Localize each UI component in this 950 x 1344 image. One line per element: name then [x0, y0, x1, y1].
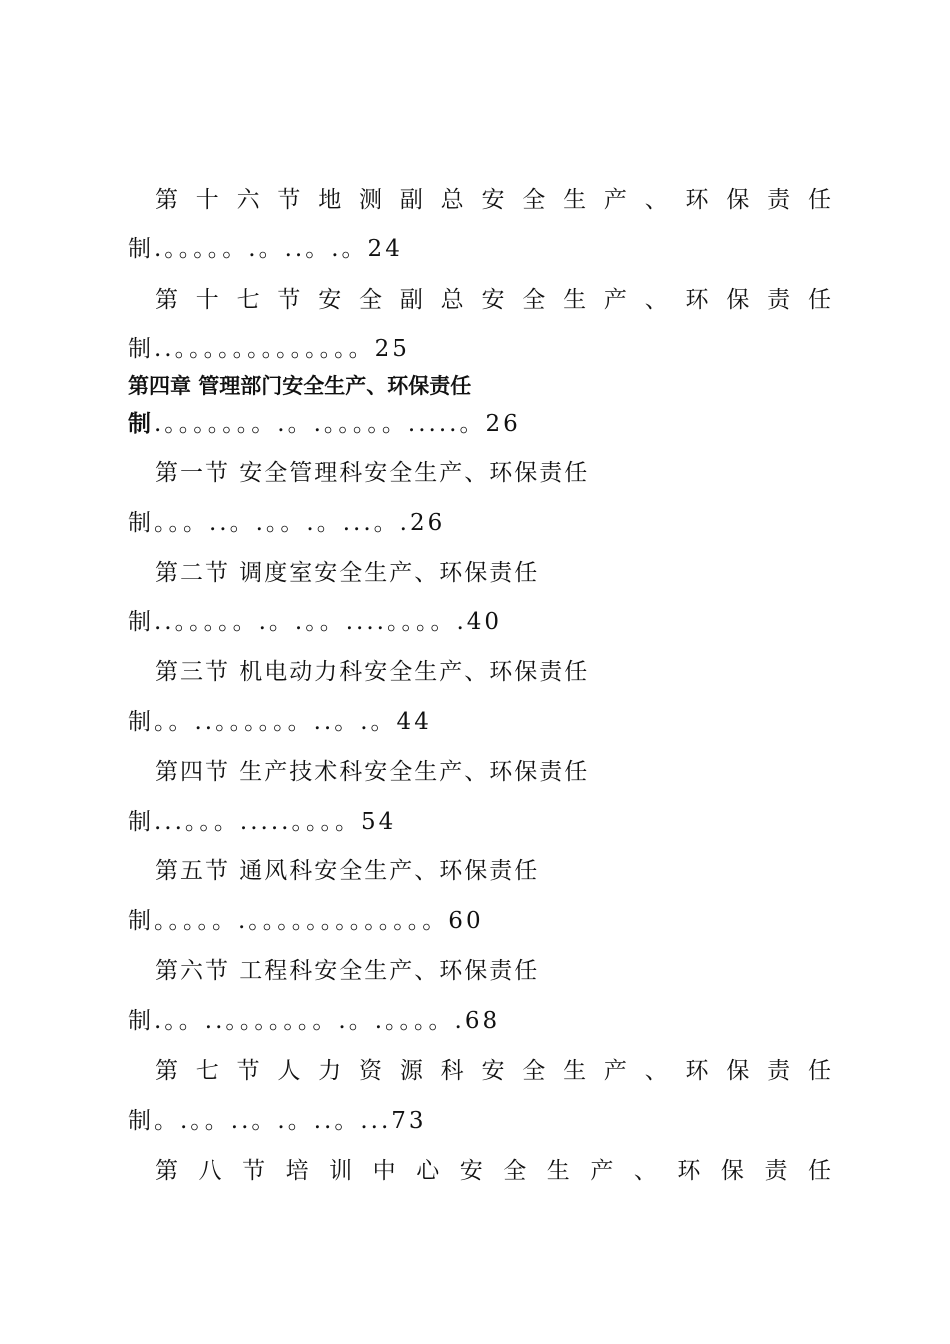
toc-continuation-chapter-4	[128, 409, 521, 439]
toc-heading-section-3: 第三节 机电动力科安全生产、环保责任	[155, 659, 590, 685]
toc-continuation-section-16: 制.。。。。。.。..。.。24	[128, 236, 403, 262]
toc-continuation-section-17: 制..。。。。。。。。。。。。。25	[128, 336, 410, 362]
toc-heading-section-1: 第一节 安全管理科安全生产、环保责任	[155, 460, 590, 486]
toc-heading-section-16: 第 十 六 节 地 测 副 总 安 全 生 产 、 环 保 责 任	[155, 187, 831, 213]
toc-continuation-section-7: 制。.。。..。.。..。...73	[128, 1108, 427, 1134]
toc-continuation-section-4: 制...。。。.....。。。。54	[128, 809, 397, 835]
toc-heading-section-7: 第 七 节 人 力 资 源 科 安 全 生 产 、 环 保 责 任	[155, 1058, 831, 1084]
toc-continuation-section-3: 制。。..。。。。。。..。.。44	[128, 709, 432, 735]
toc-heading-section-8: 第 八 节 培 训 中 心 安 全 生 产 、 环 保 责 任	[155, 1158, 831, 1184]
toc-continuation-section-2: 制..。。。。。.。.。。....。。。。.40	[128, 609, 503, 635]
toc-heading-chapter-4: 第四章 管理部门安全生产、环保责任	[128, 374, 472, 398]
toc-heading-section-2: 第二节 调度室安全生产、环保责任	[155, 560, 540, 586]
toc-heading-section-17: 第 十 七 节 安 全 副 总 安 全 生 产 、 环 保 责 任	[155, 287, 831, 313]
toc-continuation-chapter-4-dots: .。。。。。。。.。.。。。。。.....。26	[154, 411, 521, 437]
toc-continuation-section-5: 制。。。。。.。。。。。。。。。。。。。60	[128, 908, 484, 934]
toc-continuation-section-6: 制.。。..。。。。。。。.。.。。。。.68	[128, 1008, 501, 1034]
toc-heading-section-4: 第四节 生产技术科安全生产、环保责任	[155, 759, 590, 785]
toc-continuation-chapter-4-lead: 制	[128, 411, 154, 437]
toc-continuation-section-1: 制。。。..。.。。.。...。.26	[128, 510, 446, 536]
toc-heading-section-6: 第六节 工程科安全生产、环保责任	[155, 958, 540, 984]
toc-heading-section-5: 第五节 通风科安全生产、环保责任	[155, 858, 540, 884]
